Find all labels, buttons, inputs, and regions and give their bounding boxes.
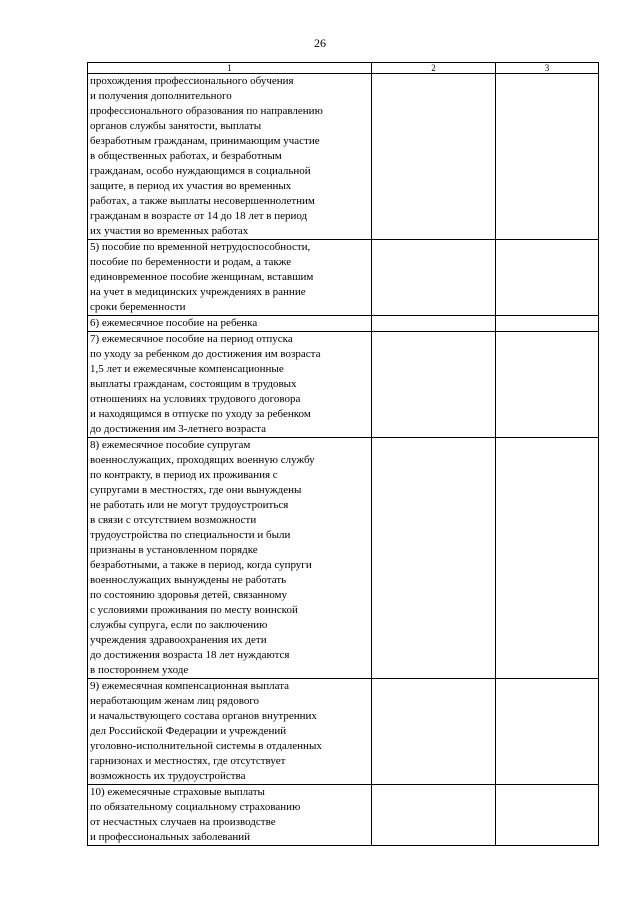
value-cell-3: [496, 438, 599, 679]
description-line: и находящимся в отпуске по уходу за ребенком: [90, 408, 311, 420]
value-cell-2: [372, 332, 496, 438]
description-line: гражданам, особо нуждающимся в социальной: [90, 165, 311, 177]
description-line: профессионального образования по направлению: [90, 105, 323, 117]
value-cell-2: [372, 316, 496, 332]
table-row: [88, 785, 599, 846]
description-line: 8) ежемесячное пособие супругам: [90, 439, 251, 451]
description-line: органов службы занятости, выплаты: [90, 120, 262, 132]
description-line: безработным гражданам, принимающим участие: [90, 135, 320, 147]
description-line: до достижения им 3-летнего возраста: [90, 423, 266, 435]
description-cell: [88, 74, 372, 240]
description-line: трудоустройства по специальности и были: [90, 529, 291, 541]
description-line: защите, в период их участия во временных: [90, 180, 292, 192]
description-line: прохождения профессионального обучения: [90, 75, 294, 87]
value-cell-3: [496, 240, 599, 316]
description-cell: [88, 332, 372, 438]
description-line: единовременное пособие женщинам, вставшим: [90, 271, 314, 283]
column-header-1: 1: [88, 63, 372, 74]
description-cell: [88, 316, 372, 332]
description-line: 6) ежемесячное пособие на ребенка: [90, 317, 258, 329]
value-cell-2: [372, 679, 496, 785]
description-line: 10) ежемесячные страховые выплаты: [90, 786, 265, 798]
description-line: выплаты гражданам, состоящим в трудовых: [90, 378, 297, 390]
table-row: [88, 74, 599, 240]
description-line: гарнизонах и местностях, где отсутствует: [90, 755, 286, 767]
description-line: учреждения здравоохранения их дети: [90, 634, 267, 646]
value-cell-2: [372, 74, 496, 240]
description-line: гражданам в возрасте от 14 до 18 лет в период: [90, 210, 308, 222]
description-cell: [88, 438, 372, 679]
description-line: 7) ежемесячное пособие на период отпуска: [90, 333, 293, 345]
table-row: [88, 438, 599, 679]
column-header-2: 2: [372, 63, 496, 74]
table-row: [88, 679, 599, 785]
description-cell: [88, 240, 372, 316]
description-line: от несчастных случаев на производстве: [90, 816, 276, 828]
value-cell-2: [372, 438, 496, 679]
description-line: отношениях на условиях трудового договора: [90, 393, 301, 405]
description-line: военнослужащих вынуждены не работать: [90, 574, 287, 586]
description-line: по уходу за ребенком до достижения им возраста: [90, 348, 321, 360]
document-table: [87, 62, 599, 846]
value-cell-3: [496, 785, 599, 846]
table-row: [88, 316, 599, 332]
value-cell-3: [496, 74, 599, 240]
description-line: сроки беременности: [90, 301, 186, 313]
description-cell: [88, 785, 372, 846]
description-line: в связи с отсутствием возможности: [90, 514, 257, 526]
page-number: 26: [314, 36, 326, 50]
value-cell-3: [496, 679, 599, 785]
description-line: с условиями проживания по месту воинской: [90, 604, 298, 616]
description-line: признаны в установленном порядке: [90, 544, 258, 556]
description-line: пособие по беременности и родам, а также: [90, 256, 292, 268]
description-line: военнослужащих, проходящих военную службу: [90, 454, 315, 466]
value-cell-3: [496, 316, 599, 332]
description-line: их участия во временных работах: [90, 225, 249, 237]
description-line: не работать или не могут трудоустроиться: [90, 499, 289, 511]
column-header-3: 3: [496, 63, 599, 74]
description-line: в постороннем уходе: [90, 664, 189, 676]
description-line: и профессиональных заболеваний: [90, 831, 250, 843]
description-line: 1,5 лет и ежемесячные компенсационные: [90, 363, 284, 375]
description-line: дел Российской Федерации и учреждений: [90, 725, 287, 737]
description-line: неработающим женам лиц рядового: [90, 695, 260, 707]
description-line: в общественных работах, и безработным: [90, 150, 282, 162]
description-line: службы супруга, если по заключению: [90, 619, 268, 631]
description-line: 9) ежемесячная компенсационная выплата: [90, 680, 290, 692]
description-line: работах, а также выплаты несовершеннолетним: [90, 195, 315, 207]
description-line: до достижения возраста 18 лет нуждаются: [90, 649, 290, 661]
description-line: и начальствующего состава органов внутренних: [90, 710, 317, 722]
table-row: [88, 332, 599, 438]
description-line: уголовно-исполнительной системы в отдаленных: [90, 740, 322, 752]
description-line: по обязательному социальному страхованию: [90, 801, 301, 813]
table-header-row: [88, 63, 599, 74]
description-line: супругами в местностях, где они вынуждены: [90, 484, 302, 496]
description-line: на учет в медицинских учреждениях в ранние: [90, 286, 306, 298]
description-line: и получения дополнительного: [90, 90, 232, 102]
description-line: по состоянию здоровья детей, связанному: [90, 589, 287, 601]
description-line: 5) пособие по временной нетрудоспособности,: [90, 241, 311, 253]
description-line: возможность их трудоустройства: [90, 770, 246, 782]
description-line: по контракту, в период их проживания с: [90, 469, 278, 481]
value-cell-2: [372, 240, 496, 316]
value-cell-3: [496, 332, 599, 438]
description-line: безработными, а также в период, когда супруги: [90, 559, 312, 571]
value-cell-2: [372, 785, 496, 846]
table-row: [88, 240, 599, 316]
description-cell: [88, 679, 372, 785]
